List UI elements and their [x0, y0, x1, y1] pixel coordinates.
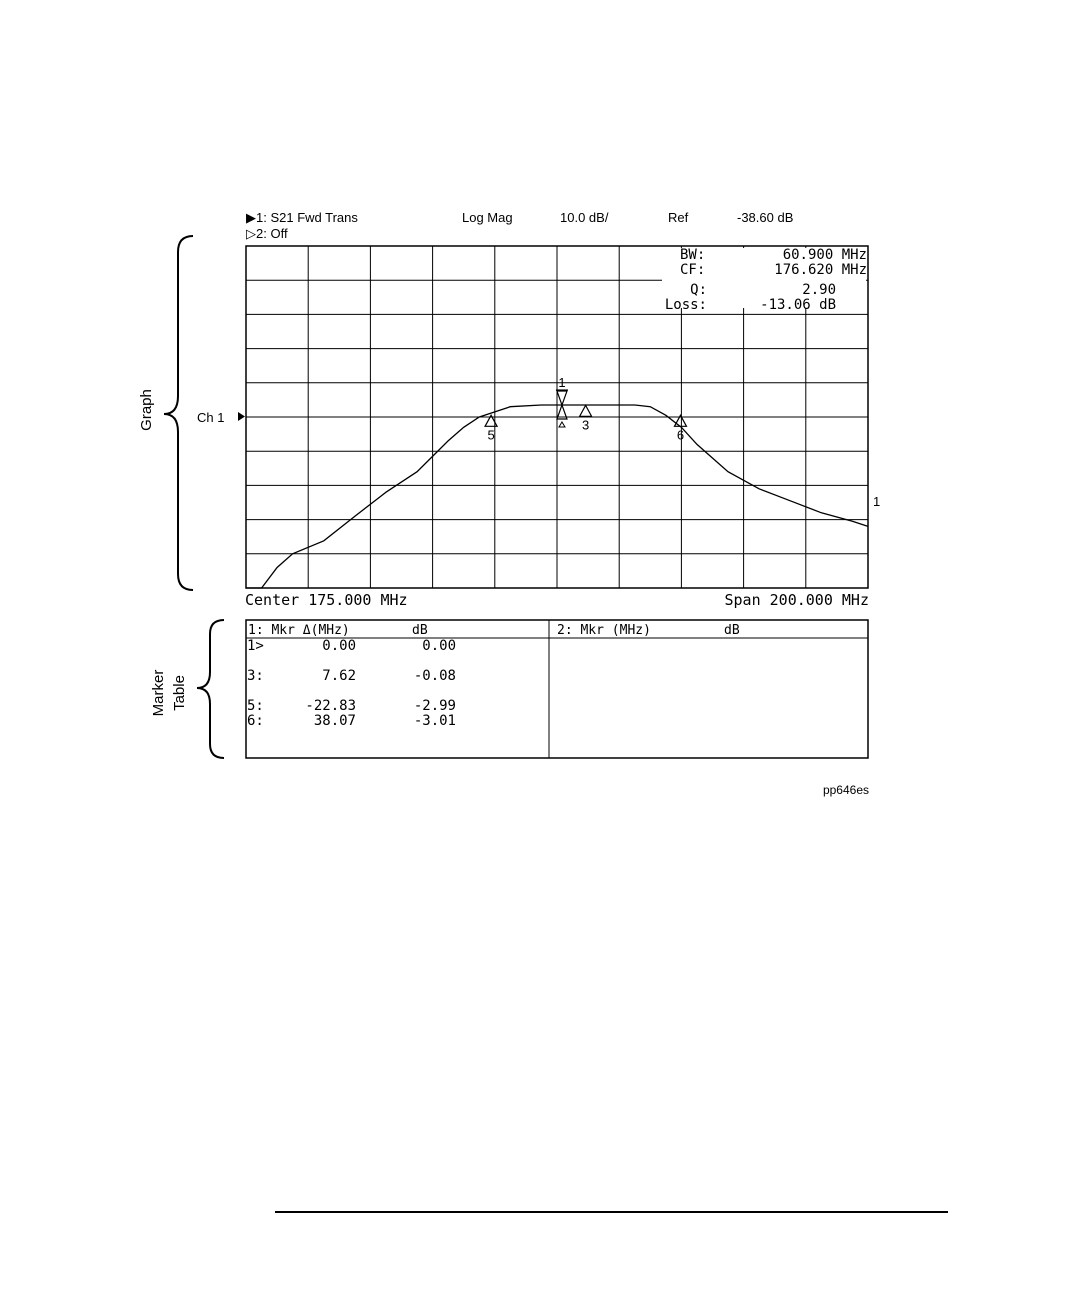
ref-value: -38.60 dB	[737, 210, 794, 225]
channel1-measurement: ▶1: S21 Fwd Trans	[246, 210, 358, 225]
marker-row-frequency: 0.00	[322, 638, 356, 654]
marker-label-6: 6	[676, 427, 685, 443]
marker-label-5: 5	[487, 427, 495, 443]
marker-row-frequency: -22.83	[305, 698, 356, 714]
marker-row-db: -0.08	[413, 668, 456, 684]
marker-row-db: 0.00	[422, 638, 456, 654]
stat-value: -13.06 dB	[760, 297, 836, 313]
marker-row-frequency: 38.07	[313, 713, 356, 729]
marker-table-left-title: 1: Mkr Δ(MHz)	[248, 623, 350, 638]
marker-table-left-unit: dB	[412, 623, 428, 638]
marker-label-3: 3	[581, 417, 590, 433]
marker-row-id: 3:	[247, 668, 264, 684]
reference-pointer-icon	[238, 412, 245, 421]
format-label: Log Mag	[462, 210, 513, 225]
marker-row-id: 5:	[247, 698, 264, 714]
stat-label: Loss:	[664, 297, 707, 313]
graph-brace	[164, 236, 193, 590]
stat-label: CF:	[680, 262, 706, 278]
marker-table-brace	[197, 620, 224, 758]
span-frequency: Span 200.000 MHz	[724, 591, 869, 609]
marker-row-db: -3.01	[413, 713, 456, 729]
stat-value: 60.900 MHz	[782, 247, 867, 263]
marker-table-row	[247, 698, 456, 714]
marker-row-frequency: 7.62	[322, 668, 356, 684]
marker-table-row	[247, 668, 456, 684]
stat-value: 176.620 MHz	[774, 262, 867, 278]
marker-table-label-table: Table	[171, 675, 188, 711]
graph-label: Graph	[138, 389, 155, 431]
figure-id: pp646es	[822, 783, 869, 797]
marker-table-right-title: 2: Mkr (MHz)	[557, 623, 651, 638]
stat-label: BW:	[680, 247, 706, 263]
stat-label: Q:	[690, 282, 707, 298]
center-frequency: Center 175.000 MHz	[245, 591, 408, 609]
channel2-status: ▷2: Off	[246, 226, 288, 241]
ref-label: Ref	[668, 210, 689, 225]
marker-table-right-unit: dB	[724, 623, 740, 638]
marker-table-rows	[247, 638, 456, 729]
marker-row-id: 1>	[247, 638, 264, 654]
scale-label: 10.0 dB/	[560, 210, 609, 225]
marker-row-db: -2.99	[413, 698, 456, 714]
marker-label-1: 1	[558, 375, 566, 391]
marker-table-label-marker: Marker	[150, 669, 167, 717]
stat-value: 2.90	[802, 282, 836, 298]
channel-label: Ch 1	[197, 410, 225, 425]
marker-row-id: 6:	[247, 713, 264, 729]
marker-table-row	[247, 638, 456, 654]
trace-end-label: 1	[873, 494, 881, 509]
marker-table-row	[247, 713, 456, 729]
